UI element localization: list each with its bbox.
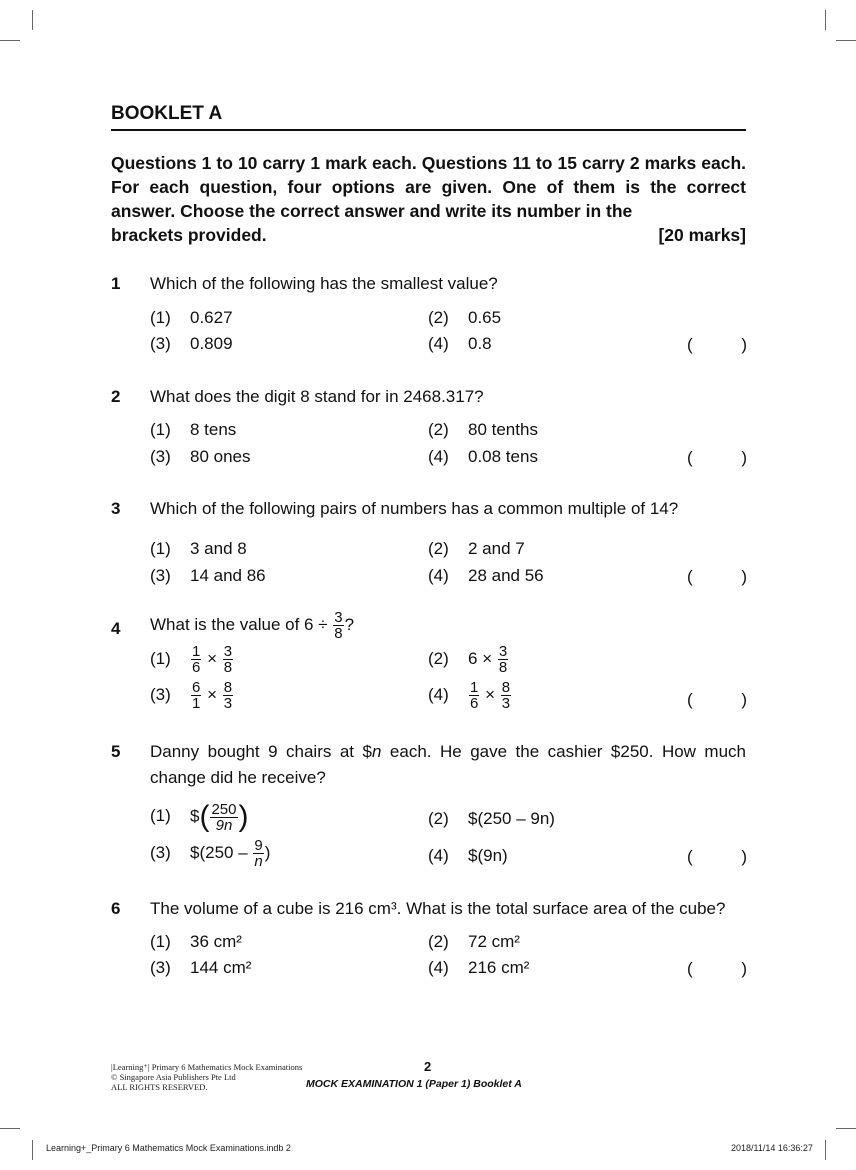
option: (1) $( $\frac{250}{9n}$ ) (150, 800, 249, 834)
question-text-line2: change did he receive? (150, 768, 326, 787)
option: (3) $\frac{6}{1}$ × $\frac{8}{3}$ (150, 679, 233, 712)
question-text: Which of the following has the smallest value? (150, 274, 498, 293)
heading-rule (111, 129, 746, 131)
question-number: 3 (111, 499, 121, 518)
answer-bracket[interactable]: ( ) (687, 847, 747, 866)
fraction: $\frac{3}{8}$ (334, 609, 343, 642)
crop-mark (0, 1128, 20, 1129)
instructions-last-line (111, 223, 746, 247)
question-text: What does the digit 8 stand for in 2468.317? (150, 387, 484, 406)
answer-bracket[interactable]: ( ) (687, 690, 747, 709)
option: (4) $(9n) (428, 846, 508, 865)
question-text: Which of the following pairs of numbers has a common multiple of 14? (150, 499, 679, 518)
instructions-tail: brackets provided. (111, 225, 267, 245)
instructions-body: Questions 1 to 10 carry 1 mark each. Questions 11 to 15 carry 2 marks each. For each question, four options are given. One of them is the correct answer. Choose the correct answer and write its number in the (111, 153, 746, 221)
option: (2) 2 and 7 (428, 539, 525, 558)
option: (1) 8 tens (150, 420, 237, 439)
option: (3) 0.809 (150, 334, 233, 353)
crop-mark (825, 10, 826, 30)
exam-title: MOCK EXAMINATION 1 (Paper 1) Booklet A (306, 1078, 522, 1090)
option: (3) $(250 – $\frac{9}{n}$ ) (150, 837, 271, 870)
question-text: What is the value of 6 ÷ $\frac{3}{8}$ ? (150, 609, 355, 642)
slug-filename: Learning+_Primary 6 Mathematics Mock Examinations.indb 2 (46, 1143, 291, 1153)
option: (1) 0.627 (150, 308, 233, 327)
option: (1) 3 and 8 (150, 539, 247, 558)
instructions (111, 151, 746, 247)
option: (1) $\frac{1}{6}$ × $\frac{3}{8}$ (150, 643, 233, 676)
crop-mark (32, 1140, 33, 1160)
footer-publisher: |Learning⁺| Primary 6 Mathematics Mock Examinations © Singapore Asia Publishers Pte Ltd ALL RIGHTS RESERVED. (111, 1062, 303, 1092)
answer-bracket[interactable]: ( ) (687, 335, 747, 354)
page-number: 2 (424, 1059, 432, 1074)
option: (4) 0.08 tens (428, 447, 538, 466)
answer-bracket[interactable]: ( ) (687, 567, 747, 586)
question-number: 5 (111, 742, 121, 761)
crop-mark (825, 1140, 826, 1160)
question-text-line1: Danny bought 9 chairs at $n each. He gave the cashier $250. How much (150, 742, 746, 761)
booklet-heading: BOOKLET A (111, 103, 223, 124)
question-number: 1 (111, 274, 121, 293)
option: (4) 0.8 (428, 334, 492, 353)
option: (4) 216 cm² (428, 958, 530, 977)
question-number: 2 (111, 387, 121, 406)
crop-mark (836, 40, 856, 41)
answer-bracket[interactable]: ( ) (687, 448, 747, 467)
question-number: 4 (111, 619, 121, 638)
option: (4) $\frac{1}{6}$ × $\frac{8}{3}$ (428, 679, 511, 712)
total-marks: [20 marks] (658, 225, 746, 245)
option: (2) 80 tenths (428, 420, 538, 439)
question-text: The volume of a cube is 216 cm³. What is the total surface area of the cube? (150, 899, 726, 918)
option: (3) 144 cm² (150, 958, 252, 977)
option: (2) 72 cm² (428, 932, 520, 951)
crop-mark (0, 40, 20, 41)
option: (2) 6 × $\frac{3}{8}$ (428, 643, 508, 676)
crop-mark (836, 1128, 856, 1129)
slug-timestamp: 2018/11/14 16:36:27 (731, 1143, 813, 1153)
option: (2) $(250 – 9n) (428, 809, 555, 828)
option: (4) 28 and 56 (428, 566, 544, 585)
option: (3) 80 ones (150, 447, 251, 466)
answer-bracket[interactable]: ( ) (687, 959, 747, 978)
crop-mark (32, 10, 33, 30)
option: (3) 14 and 86 (150, 566, 266, 585)
question-number: 6 (111, 899, 121, 918)
option: (2) 0.65 (428, 308, 502, 327)
option: (1) 36 cm² (150, 932, 242, 951)
